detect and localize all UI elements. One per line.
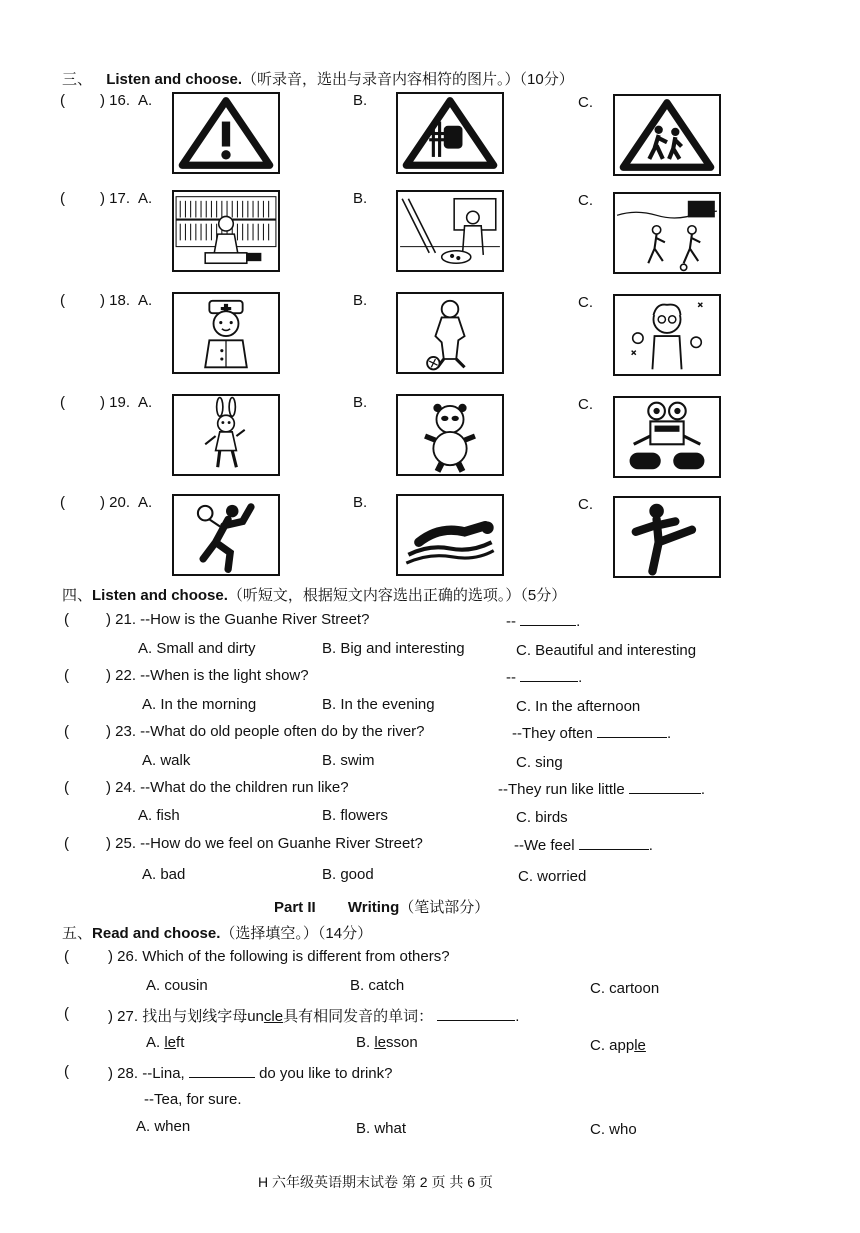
q28-answer-blank[interactable] [189, 1063, 255, 1078]
q26-question: Which of the following is different from others? [142, 948, 450, 965]
part2-writing: Writing [347, 899, 400, 916]
q27-a-pre: A. [146, 1034, 165, 1051]
section4-title: Listen and choose. [92, 587, 228, 604]
q24-paren-open: ( [64, 779, 69, 796]
q26-option-b[interactable]: B. catch [350, 977, 405, 994]
library-reading-icon [174, 192, 278, 270]
q19-paren-open: ( [60, 394, 65, 411]
q20-paren-open: ( [60, 494, 65, 511]
q26-option-a[interactable]: A. cousin [146, 977, 208, 994]
section4-heading [62, 584, 566, 605]
q17-label-c: C. [578, 192, 593, 209]
q26-num: 26. [117, 948, 139, 965]
kicking-icon [615, 498, 719, 576]
q18-option-b[interactable] [396, 292, 504, 374]
section5-heading [62, 922, 372, 943]
q21-option-b[interactable]: B. Big and interesting [322, 640, 465, 657]
q20-label-a: A. [138, 494, 153, 511]
q27-b-pre: B. [356, 1034, 375, 1051]
scientist-icon [615, 296, 719, 374]
q25-option-b[interactable]: B. good [322, 866, 374, 883]
q24-option-a[interactable]: A. fish [138, 807, 180, 824]
q26-row [108, 948, 450, 965]
school-crossing-sign-icon [615, 96, 719, 174]
q27-paren-close: ) [108, 1008, 113, 1025]
q17-option-b[interactable] [396, 190, 504, 272]
q27-a-underlined: le [164, 1034, 177, 1051]
q22-answer-blank[interactable] [520, 667, 578, 682]
q24-option-b[interactable]: B. flowers [322, 807, 388, 824]
q27-a-post: ft [176, 1034, 185, 1051]
section3-instructions: （听录音，选出与录音内容相符的图片。）（10分） [242, 71, 574, 88]
q28-paren-close: ) [108, 1065, 113, 1082]
q19-label-b: B. [353, 394, 368, 411]
robot-cartoon-icon [615, 398, 719, 476]
q21-answer-blank[interactable] [520, 611, 576, 626]
q27-paren-open: ( [64, 1005, 69, 1022]
q28-reply: --Tea, for sure. [144, 1091, 242, 1108]
q20-option-b[interactable] [396, 494, 504, 576]
q24-answer-blank[interactable] [629, 779, 701, 794]
q16-option-b[interactable] [396, 92, 504, 174]
q21-answer-prefix: -- [506, 613, 521, 630]
q17-label-b: B. [353, 190, 368, 207]
q25-answer-prefix: --We feel [514, 837, 579, 854]
q28-paren-open: ( [64, 1063, 69, 1080]
q23-question: ) 23. --What do old people often do by the river? [106, 723, 425, 740]
rabbit-cartoon-icon [174, 396, 278, 474]
q17-number: ) 17. [100, 190, 131, 207]
q19-option-c[interactable] [613, 396, 721, 478]
q25-question: ) 25. --How do we feel on Guanhe River Street? [106, 835, 423, 852]
q27-question-pre: 找出与划线字母un [142, 1008, 264, 1025]
page-footer: H 六年级英语期末试卷 第 2 页 共 6 页 [258, 1174, 493, 1190]
q25-answer-blank[interactable] [579, 835, 649, 850]
q25-option-a[interactable]: A. bad [142, 866, 186, 883]
q23-answer-line: --They often . [512, 725, 672, 742]
q24-option-c[interactable]: C. birds [516, 809, 568, 826]
q18-number: ) 18. [100, 292, 131, 309]
q16-label-a: A. [138, 92, 153, 109]
q18-option-c[interactable] [613, 294, 721, 376]
q19-label-a: A. [138, 394, 153, 411]
q23-answer-prefix: --They often [512, 725, 598, 742]
section3-num: 三、 [62, 71, 93, 88]
warning-sign-icon [174, 94, 278, 172]
q27-option-b[interactable] [356, 1034, 418, 1051]
q21-paren-open: ( [64, 611, 69, 628]
q17-paren-open: ( [60, 190, 65, 207]
q16-label-c: C. [578, 94, 593, 111]
q23-answer-blank[interactable] [597, 723, 667, 738]
q28-question-post: do you like to drink? [259, 1065, 393, 1082]
q27-b-post: sson [386, 1034, 418, 1051]
q16-option-a[interactable] [172, 92, 280, 174]
q28-question-pre: --Lina, [142, 1065, 185, 1082]
q27-c-underlined: le [634, 1037, 646, 1054]
q22-answer-line: -- . [506, 669, 583, 686]
section5-num: 五、 [62, 925, 93, 942]
q27-row: ) 27. 找出与划线字母uncle具有相同发音的单词： . [108, 1008, 520, 1025]
q17-label-a: A. [138, 190, 153, 207]
q23-option-a[interactable]: A. walk [142, 752, 191, 769]
section3-heading [62, 68, 574, 89]
section5-title: Read and choose. [92, 925, 221, 942]
q27-answer-blank[interactable] [437, 1006, 515, 1021]
q23-option-b[interactable]: B. swim [322, 752, 375, 769]
q27-c-pre: C. app [590, 1037, 635, 1054]
part2-cn: （笔试部分） [399, 899, 490, 916]
nurse-icon [174, 294, 278, 372]
q21-option-c[interactable]: C. Beautiful and interesting [516, 642, 697, 659]
q25-answer-line: --We feel . [514, 837, 653, 854]
q25-option-c[interactable]: C. worried [518, 868, 587, 885]
q17-option-c[interactable] [613, 192, 721, 274]
q27-question-underlined: cle [263, 1008, 284, 1025]
section3-title: Listen and choose. [106, 71, 243, 88]
q26-paren-close: ) [108, 948, 113, 965]
q20-label-c: C. [578, 496, 593, 513]
q24-answer-prefix: --They run like little [498, 781, 629, 798]
q20-label-b: B. [353, 494, 368, 511]
q18-label-b: B. [353, 292, 368, 309]
q23-paren-open: ( [64, 723, 69, 740]
q26-paren-open: ( [64, 948, 69, 965]
swimming-icon [398, 496, 502, 574]
q21-question: ) 21. --How is the Guanhe River Street? [106, 611, 370, 628]
q22-answer-prefix: -- [506, 669, 521, 686]
q27-num: 27. [117, 1008, 139, 1025]
q22-option-a[interactable]: A. In the morning [142, 696, 257, 713]
badminton-icon [174, 496, 278, 574]
football-player-icon [398, 294, 502, 372]
q22-question: ) 22. --When is the light show? [106, 667, 309, 684]
q19-option-a[interactable] [172, 394, 280, 476]
q16-option-c[interactable] [613, 94, 721, 176]
q18-label-a: A. [138, 292, 153, 309]
q18-label-c: C. [578, 294, 593, 311]
q18-option-a[interactable] [172, 292, 280, 374]
q16-paren-open: ( [60, 92, 65, 109]
q25-paren-open: ( [64, 835, 69, 852]
cooking-icon [398, 192, 502, 270]
q21-option-a[interactable]: A. Small and dirty [138, 640, 256, 657]
q28-num: 28. [117, 1065, 139, 1082]
q16-label-b: B. [353, 92, 368, 109]
q22-paren-open: ( [64, 667, 69, 684]
q16-number: ) 16. [100, 92, 131, 109]
q23-option-c[interactable]: C. sing [516, 754, 563, 771]
q24-answer-line: --They run like little . [498, 781, 706, 798]
q27-question-post: 具有相同发音的单词： [283, 1008, 434, 1025]
q19-label-c: C. [578, 396, 593, 413]
q27-b-underlined: le [374, 1034, 387, 1051]
panda-cartoon-icon [398, 396, 502, 474]
q24-question: ) 24. --What do the children run like? [106, 779, 349, 796]
q22-option-b[interactable]: B. In the evening [322, 696, 435, 713]
q20-option-a[interactable] [172, 494, 280, 576]
q21-answer-line: -- . [506, 613, 581, 630]
section5-instructions: （选择填空。）（14分） [220, 925, 373, 942]
q20-option-c[interactable] [613, 496, 721, 578]
part2-label: Part II [274, 899, 316, 916]
q26-option-c[interactable]: C. cartoon [590, 980, 660, 997]
playground-icon [615, 194, 719, 272]
section4-num: 四、 [62, 587, 93, 604]
q19-number: ) 19. [100, 394, 131, 411]
q28-option-c[interactable]: C. who [590, 1121, 637, 1138]
q27-option-a[interactable] [146, 1034, 184, 1051]
q18-paren-open: ( [60, 292, 65, 309]
q27-option-c[interactable] [590, 1037, 646, 1054]
q17-option-a[interactable] [172, 190, 280, 272]
q20-number: ) 20. [100, 494, 131, 511]
q28-row [108, 1063, 393, 1082]
part2-heading [274, 896, 489, 917]
q22-option-c[interactable]: C. In the afternoon [516, 698, 641, 715]
section4-instructions: （听短文，根据短文内容选出正确的选项。）（5分） [227, 587, 567, 604]
no-touch-sign-icon [398, 94, 502, 172]
q19-option-b[interactable] [396, 394, 504, 476]
q28-option-b[interactable]: B. what [356, 1120, 407, 1137]
q28-option-a[interactable]: A. when [136, 1118, 191, 1135]
